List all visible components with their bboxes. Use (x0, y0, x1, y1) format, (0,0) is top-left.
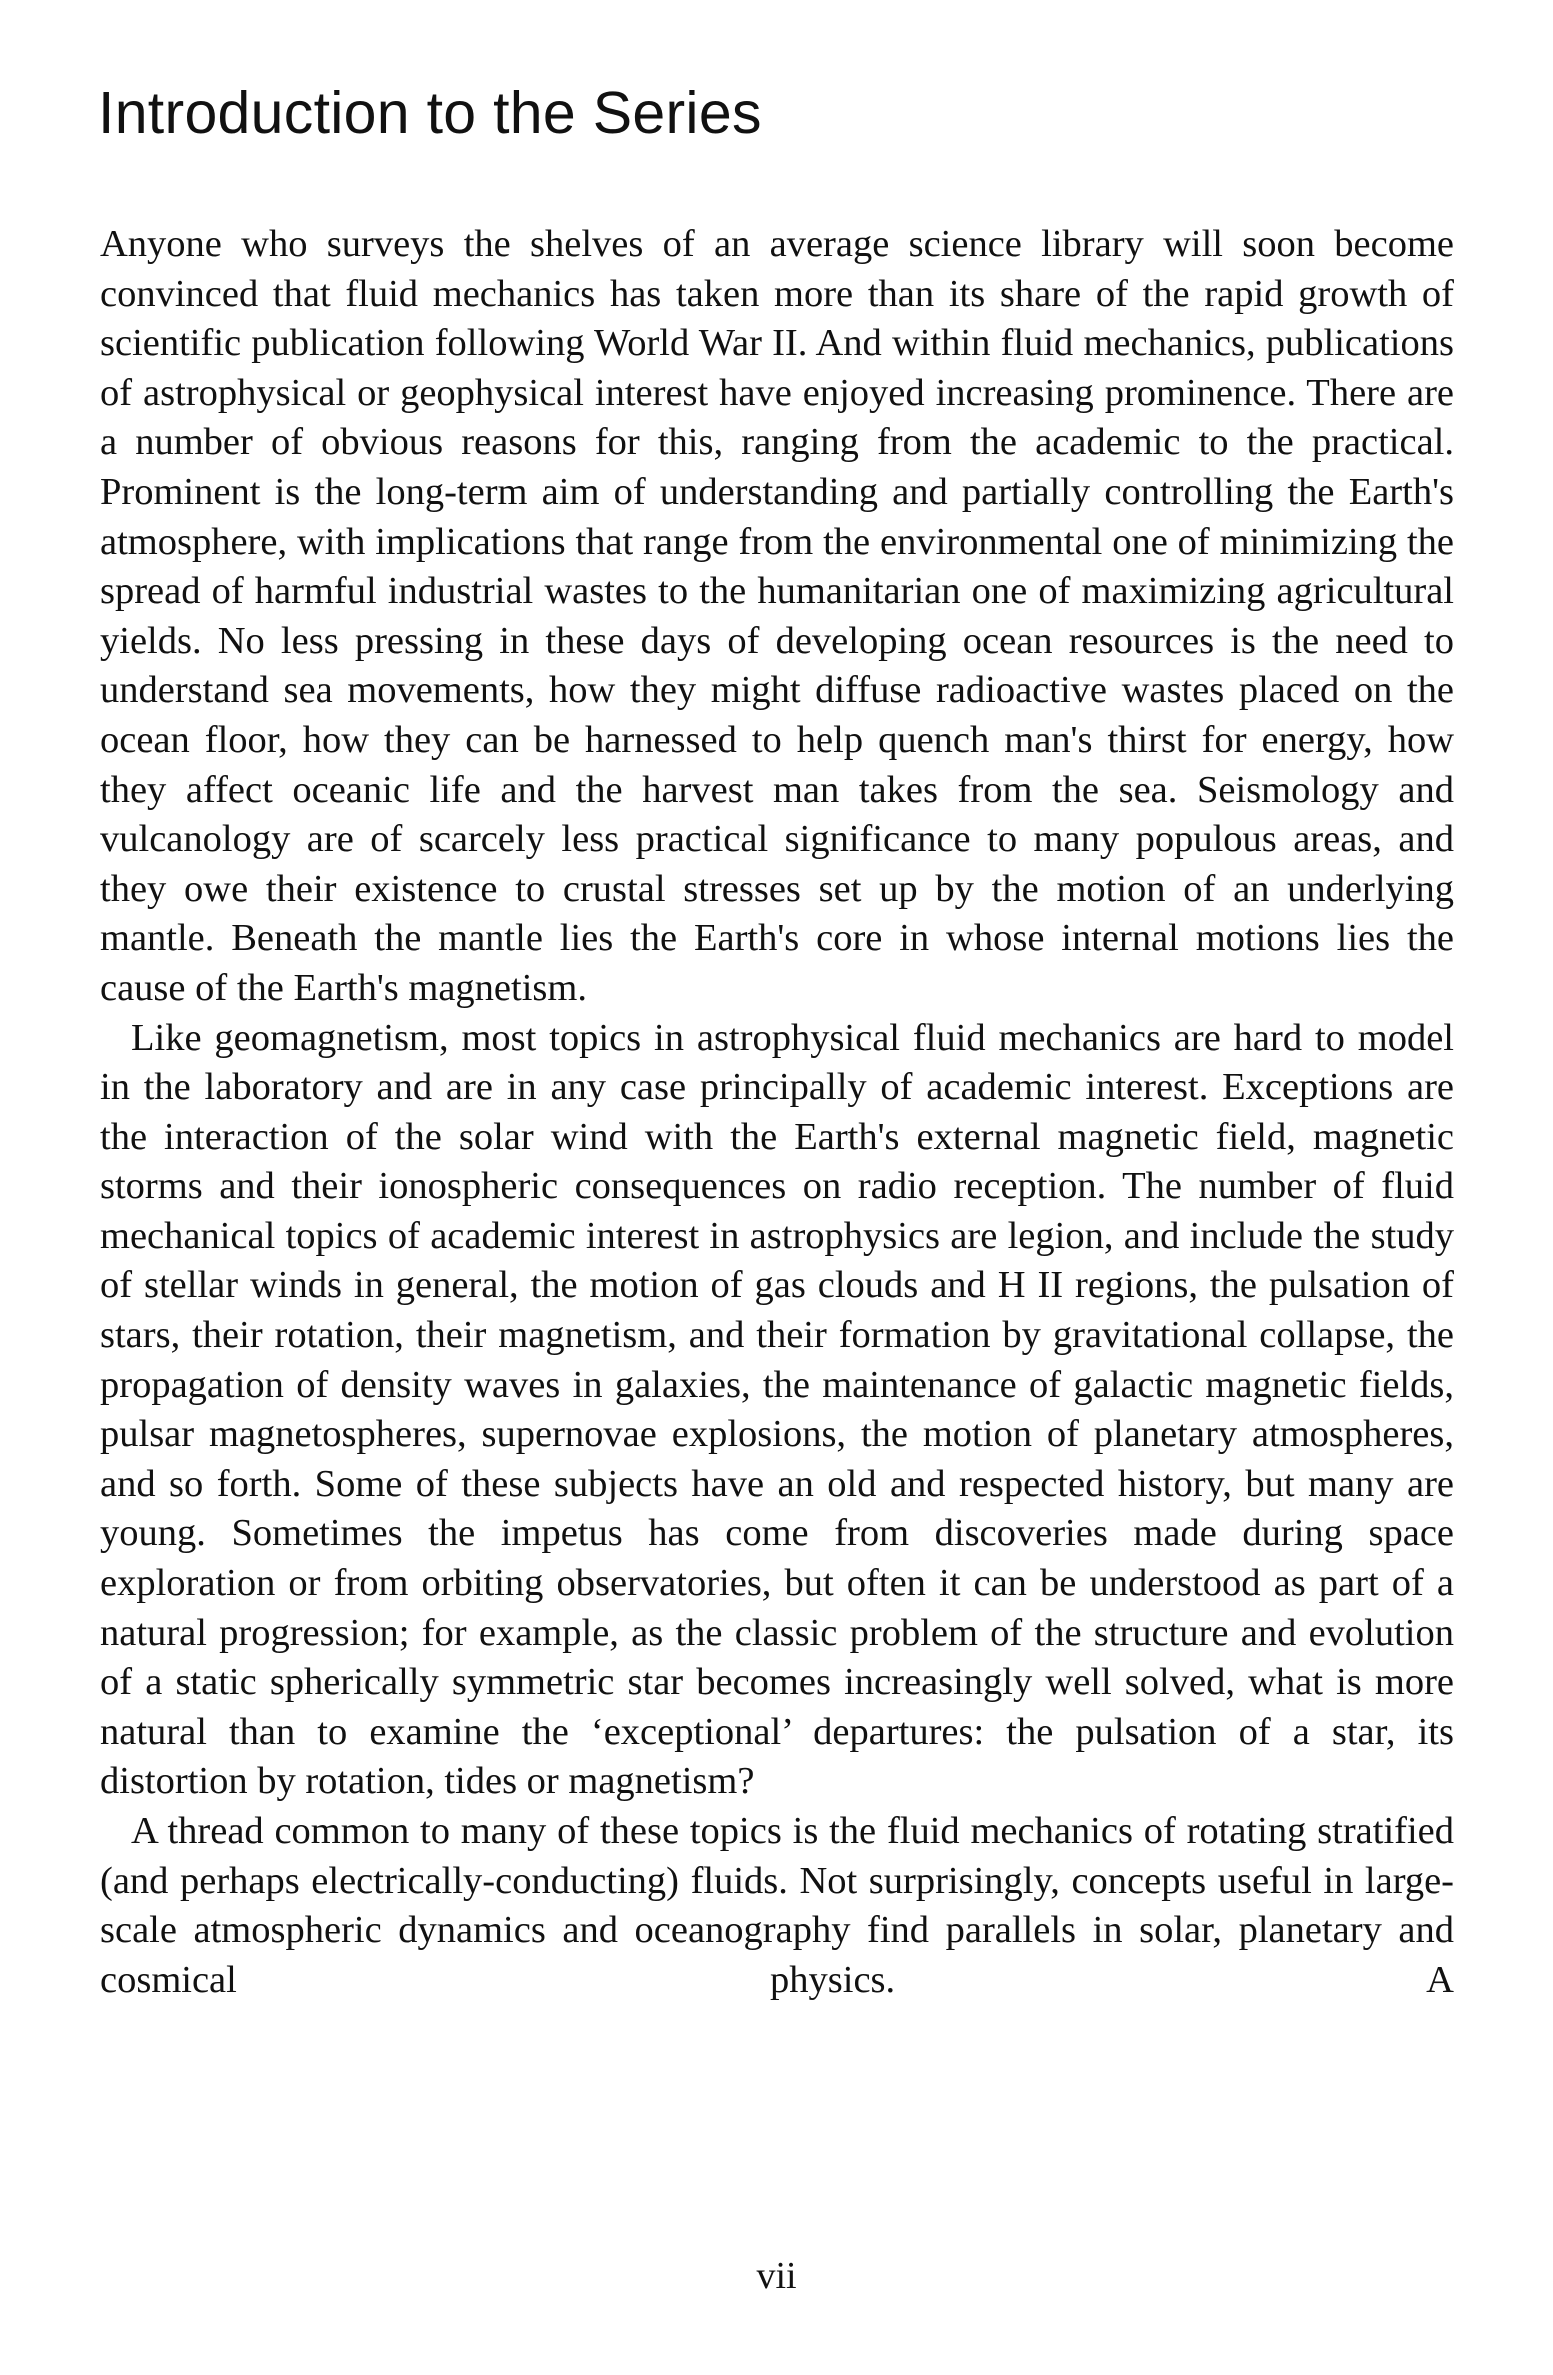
paragraph-1: Anyone who surveys the shelves of an average science library will soon become convinced that fluid mechanics has taken more than its share of the rapid growth of scientific publication following World War II. And within fluid mechanics, publications of astrophysical or geophysical interest have enjoyed increasing prominence. There are a number of obvious reasons for this, ranging from the academic to the practical. Prominent is the long-term aim of understanding and partially controlling the Earth's atmosphere, with implications that range from the environmental one of minimizing the spread of harmful industrial wastes to the humanitarian one of maximizing agricultural yields. No less pressing in these days of developing ocean resources is the need to understand sea movements, how they might diffuse radioactive wastes placed on the ocean floor, how they can be harnessed to help quench man's thirst for energy, how they affect oceanic life and the harvest man takes from the sea. Seismology and vulcanology are of scarcely less practical significance to many populous areas, and they owe their existence to crustal stresses set up by the motion of an underlying mantle. Beneath the mantle lies the Earth's core in whose internal motions lies the cause of the Earth's magnetism. (100, 223, 1454, 1009)
page-title: Introduction to the Series (98, 80, 762, 146)
body-text (100, 220, 1454, 2005)
paragraph-2: Like geomagnetism, most topics in astrophysical fluid mechanics are hard to model in the laboratory and are in any case principally of academic interest. Exceptions are the interaction of the solar wind with the Earth's external magnetic field, magnetic storms and their ionospheric consequences on radio reception. The number of fluid mechanical topics of academic interest in astrophysics are legion, and include the study of stellar winds in general, the motion of gas clouds and H II regions, the pulsation of stars, their rotation, their magnetism, and their formation by gravitational collapse, the propagation of density waves in galaxies, the maintenance of galactic magnetic fields, pulsar magnetospheres, supernovae explosions, the motion of planetary atmospheres, and so forth. Some of these subjects have an old and respected history, but many are young. Sometimes the impetus has come from discoveries made during space exploration or from orbiting observatories, but often it can be understood as part of a natural progression; for example, as the classic problem of the structure and evolution of a static spherically symmetric star becomes increasingly well solved, what is more natural than to examine the ‘exceptional’ departures: the pulsation of a star, its distortion by rotation, tides or magnetism? (100, 1016, 1454, 1803)
page-number: vii (756, 2255, 797, 2297)
paragraph-3: A thread common to many of these topics is the fluid mechanics of rotating stratified (and perhaps electrically-conducting) fluids. Not surprisingly, concepts useful in large-scale atmospheric dynamics and oceanography find parallels in solar, planetary and cosmical physics. A (100, 1810, 1454, 2001)
